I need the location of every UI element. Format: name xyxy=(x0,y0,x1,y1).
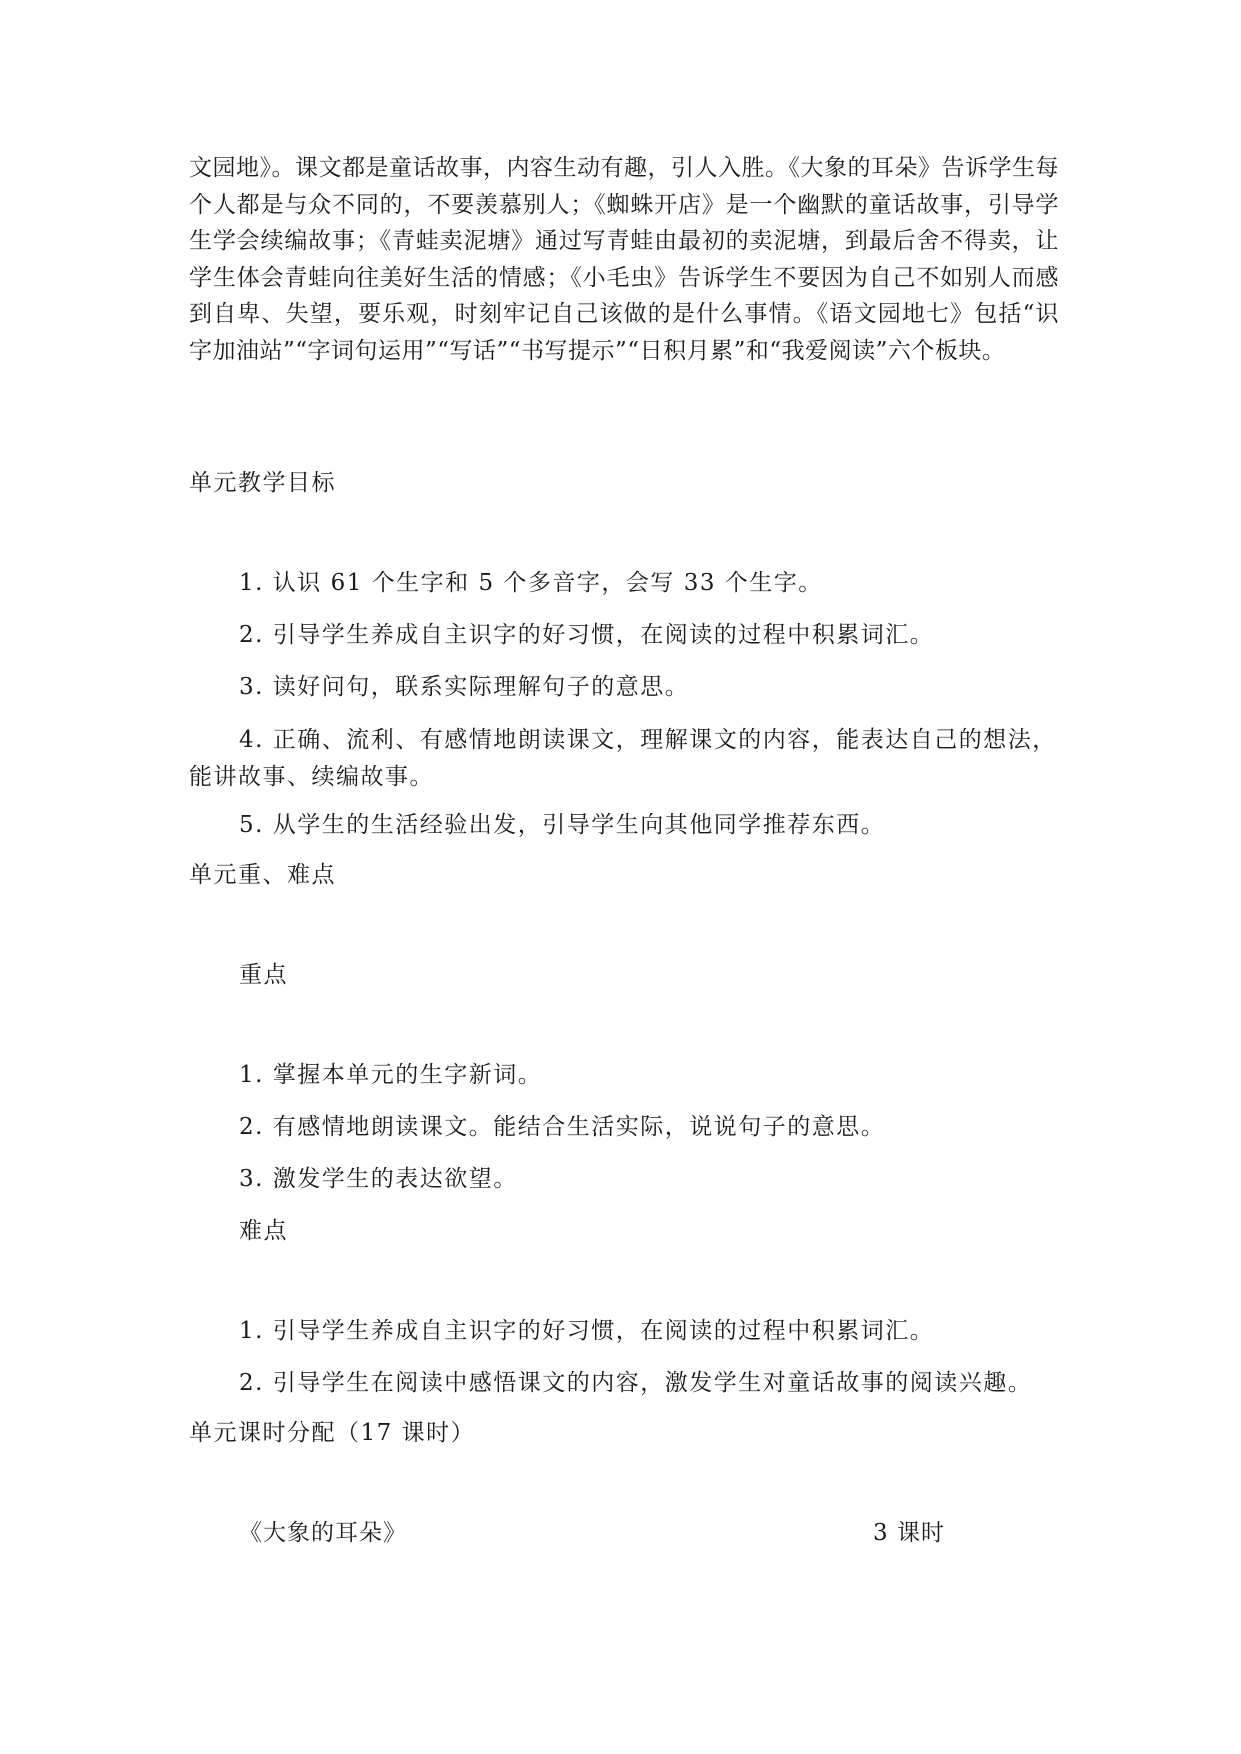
goal-item-1: 1. 认识 61 个生字和 5 个多音字，会写 33 个生字。 xyxy=(239,570,823,596)
schedule-row-title: 《大象的耳朵》 xyxy=(239,1520,407,1546)
goal-item-2: 2. 引导学生养成自主识字的好习惯，在阅读的过程中积累词汇。 xyxy=(239,622,935,648)
key-item-1: 1. 掌握本单元的生字新词。 xyxy=(239,1062,543,1088)
goal-item-3: 3. 读好问句，联系实际理解句子的意思。 xyxy=(239,674,690,700)
key-points-heading: 单元重、难点 xyxy=(189,862,336,888)
goals-heading: 单元教学目标 xyxy=(189,470,336,496)
goal-item-5: 5. 从学生的生活经验出发，引导学生向其他同学推荐东西。 xyxy=(239,812,886,838)
difficult-item-1: 1. 引导学生养成自主识字的好习惯，在阅读的过程中积累词汇。 xyxy=(239,1318,935,1344)
schedule-row-hours: 3 课时 xyxy=(873,1520,945,1546)
difficult-label: 难点 xyxy=(239,1218,288,1244)
key-item-2: 2. 有感情地朗读课文。能结合生活实际，说说句子的意思。 xyxy=(239,1114,886,1140)
key-label: 重点 xyxy=(239,962,288,988)
goal-item-4: 4. 正确、流利、有感情地朗读课文，理解课文的内容，能表达自己的想法，能讲故事、续编故事。 xyxy=(189,727,1057,790)
difficult-item-2: 2. 引导学生在阅读中感悟课文的内容，激发学生对童话故事的阅读兴趣。 xyxy=(239,1370,1033,1396)
schedule-heading: 单元课时分配（17 课时） xyxy=(189,1420,476,1446)
key-item-3: 3. 激发学生的表达欲望。 xyxy=(239,1166,518,1192)
intro-paragraph: 文园地》。课文都是童话故事，内容生动有趣，引人入胜。《大象的耳朵》告诉学生每个人都是与众不同的，不要羡慕别人；《蜘蛛开店》是一个幽默的童话故事，引导学生学会续编故事；《青蛙卖泥塘》通过写青蛙由最初的卖泥塘，到最后舍不得卖，让学生体会青蛙向往美好生活的情感；《小毛虫》告诉学生不要因为自己不如别人而感到自卑、失望，要乐观，时刻牢记自己该做的是什么事情。《语文园地七》包括“识字加油站”“字词句运用”“写话”“书写提示”“日积月累”和“我爱阅读”六个板块。 xyxy=(189,155,1059,364)
